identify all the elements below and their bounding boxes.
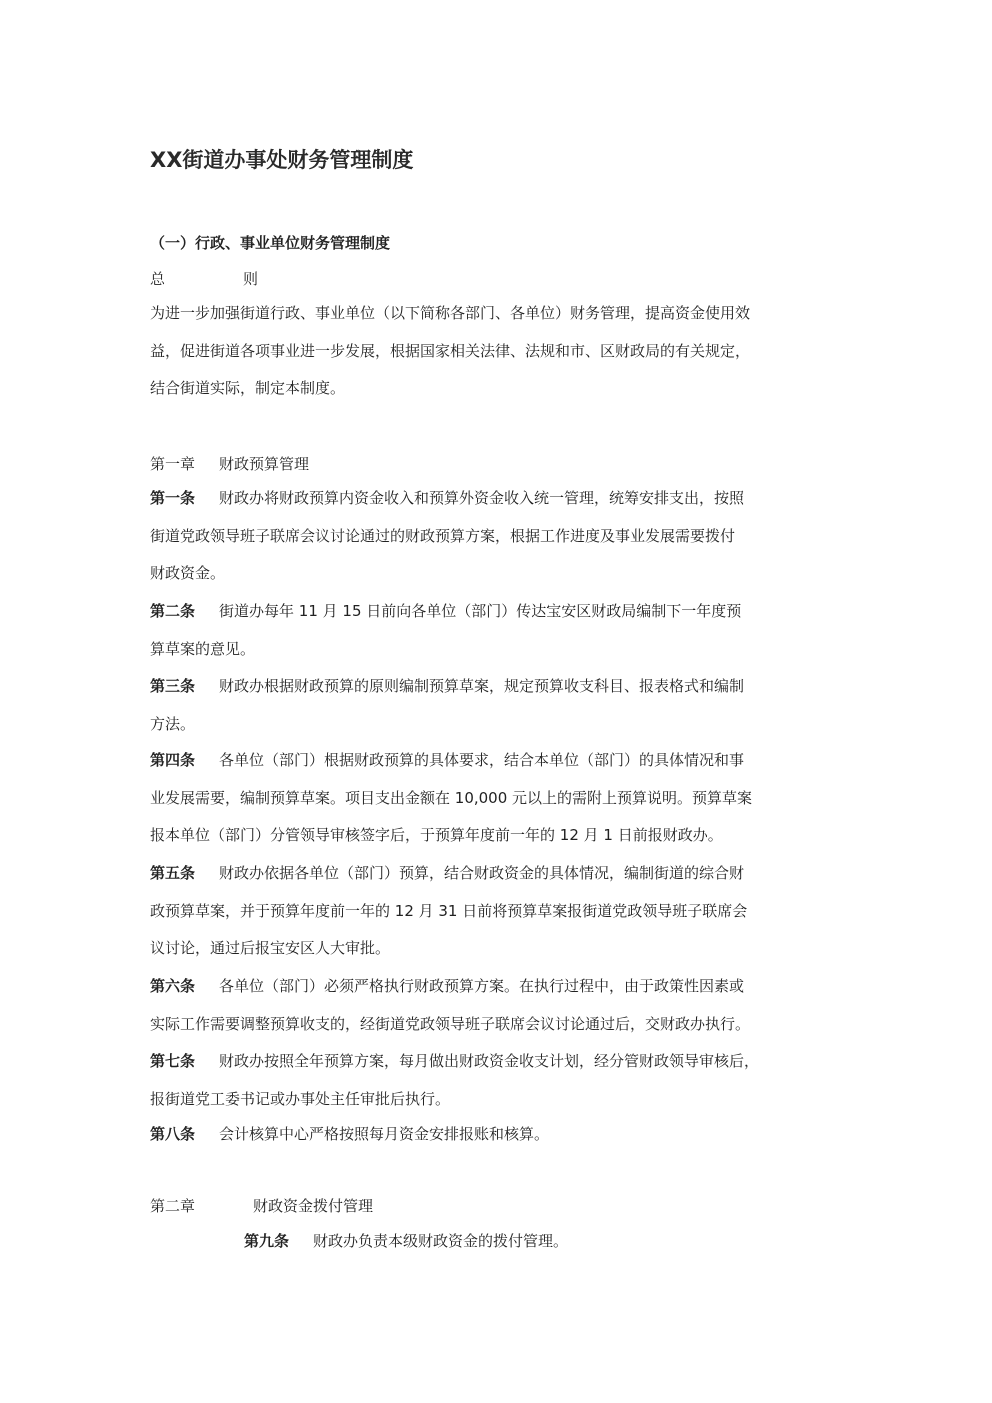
article-text-line: 会计核算中心严格按照每月资金安排报账和核算。 bbox=[219, 1125, 550, 1143]
article-text-line: 财政资金。 bbox=[150, 564, 226, 582]
general-char-1: 总 bbox=[150, 270, 166, 288]
article-6 bbox=[150, 968, 750, 1043]
article-text-line: 业发展需要，编制预算草案。项目支出金额在 10,000 元以上的需附上预算说明。预算草案 bbox=[150, 788, 753, 807]
article-text-line: 政预算草案，并于预算年度前一年的 12 月 31 日前将预算草案报街道党政领导班子联席会 bbox=[150, 901, 748, 920]
article-3 bbox=[150, 668, 744, 743]
chapter-2-heading bbox=[150, 1195, 373, 1216]
article-4 bbox=[150, 742, 752, 855]
chapter-title: 财政资金拨付管理 bbox=[253, 1197, 374, 1215]
article-text-line: 财政办根据财政预算的原则编制预算草案，规定预算收支科目、报表格式和编制 bbox=[219, 677, 745, 695]
intro-line: 为进一步加强街道行政、事业单位（以下简称各部门、各单位）财务管理，提高资金使用效 bbox=[150, 304, 751, 322]
chapter-label: 第二章 bbox=[150, 1197, 196, 1215]
article-label: 第二条 bbox=[150, 602, 196, 620]
article-label: 第四条 bbox=[150, 751, 196, 769]
article-text-line: 街道办每年 11 月 15 日前向各单位（部门）传达宝安区财政局编制下一年度预 bbox=[219, 602, 742, 620]
chapter-1-heading bbox=[150, 453, 309, 474]
intro-line: 结合街道实际，制定本制度。 bbox=[150, 379, 346, 397]
chapter-title: 财政预算管理 bbox=[219, 455, 310, 473]
article-text-line: 财政办将财政预算内资金收入和预算外资金收入统一管理，统筹安排支出，按照 bbox=[219, 489, 745, 507]
article-text-line: 算草案的意见。 bbox=[150, 639, 256, 658]
article-text-line: 街道党政领导班子联席会议讨论通过的财政预算方案，根据工作进度及事业发展需要拨付 bbox=[150, 526, 736, 545]
article-label: 第一条 bbox=[150, 489, 196, 507]
article-label: 第五条 bbox=[150, 864, 196, 882]
article-5 bbox=[150, 855, 747, 968]
article-text-line: 实际工作需要调整预算收支的，经街道党政领导班子联席会议讨论通过后，交财政办执行。 bbox=[150, 1014, 751, 1033]
article-text-line: 议讨论，通过后报宝安区人大审批。 bbox=[150, 939, 391, 957]
article-text-line: 报本单位（部门）分管领导审核签字后，于预算年度前一年的 12 月 1 日前报财政办。 bbox=[150, 826, 723, 844]
document-title: XX街道办事处财务管理制度 bbox=[150, 148, 414, 172]
article-label: 第八条 bbox=[150, 1125, 196, 1143]
article-7 bbox=[150, 1043, 759, 1118]
article-label: 第三条 bbox=[150, 677, 196, 695]
intro-paragraph bbox=[150, 295, 870, 408]
chapter-label: 第一章 bbox=[150, 455, 196, 473]
article-text-line: 各单位（部门）根据财政预算的具体要求，结合本单位（部门）的具体情况和事 bbox=[219, 751, 745, 769]
general-provisions-heading bbox=[150, 268, 258, 289]
article-text-line: 方法。 bbox=[150, 714, 196, 733]
article-text-line: 报街道党工委书记或办事处主任审批后执行。 bbox=[150, 1089, 451, 1108]
article-text-line: 财政办负责本级财政资金的拨付管理。 bbox=[313, 1232, 569, 1250]
section-heading: （一）行政、事业单位财务管理制度 bbox=[150, 234, 391, 252]
article-1 bbox=[150, 480, 744, 593]
article-text-line: 各单位（部门）必须严格执行财政预算方案。在执行过程中，由于政策性因素或 bbox=[219, 977, 745, 995]
article-text-line: 财政办依据各单位（部门）预算，结合财政资金的具体情况，编制街道的综合财 bbox=[219, 864, 745, 882]
article-9 bbox=[244, 1223, 568, 1261]
article-2 bbox=[150, 593, 741, 668]
article-label: 第九条 bbox=[244, 1232, 290, 1250]
article-label: 第七条 bbox=[150, 1052, 196, 1070]
article-text-line: 财政办按照全年预算方案，每月做出财政资金收支计划，经分管财政领导审核后， bbox=[219, 1052, 760, 1070]
article-8 bbox=[150, 1116, 549, 1154]
intro-line: 益，促进街道各项事业进一步发展，根据国家相关法律、法规和市、区财政局的有关规定， bbox=[150, 341, 751, 360]
general-char-2: 则 bbox=[243, 270, 259, 288]
article-label: 第六条 bbox=[150, 977, 196, 995]
